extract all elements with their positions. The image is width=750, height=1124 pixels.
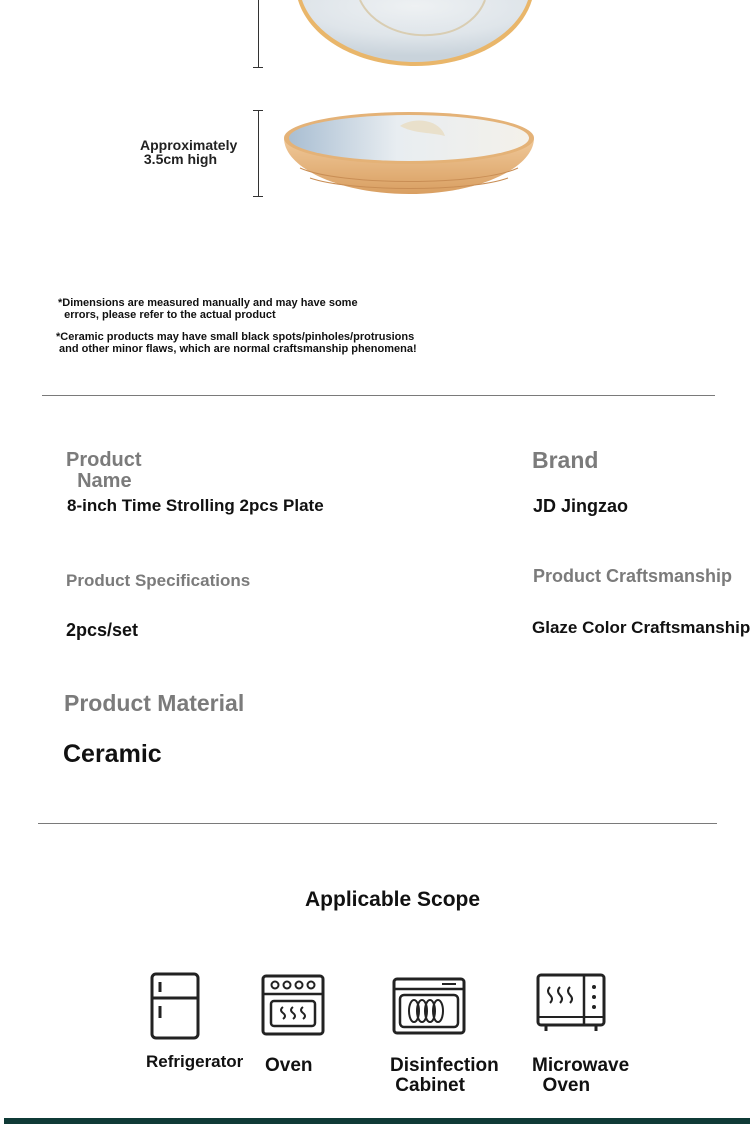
scope-label-refrigerator: Refrigerator [146,1052,244,1071]
flaw-note: *Ceramic products may have small black spots/pinholes/protrusions and other minor flaws, which are normal craftsmanship phenomena! [56,331,417,355]
scope-title: Applicable Scope [305,888,481,911]
dimension-note: *Dimensions are measured manually and may have some errors, please refer to the actual product [58,297,358,321]
craftsmanship-label: Product Craftsmanship [533,566,733,586]
material-label: Product Material [64,690,245,716]
dimension-line-top [258,0,259,68]
height-label: Approximately 3.5cm high [140,137,238,167]
divider [42,395,715,396]
dimension-tick [253,196,263,197]
scope-label-oven: Oven [265,1055,313,1076]
brand-label: Brand [532,447,599,473]
refrigerator-icon [150,972,200,1040]
divider [38,823,717,824]
microwave-oven-icon [536,973,606,1033]
product-name-label: Product Name [66,449,142,492]
dimension-line-height [258,110,259,197]
plate-top-view-image [290,0,540,72]
disinfection-cabinet-icon [392,977,466,1035]
oven-icon [261,974,325,1036]
specifications-value: 2pcs/set [66,620,139,640]
specifications-label: Product Specifications [66,571,251,590]
dimension-tick [253,67,263,68]
scope-label-microwave-oven: Microwave Oven [532,1055,630,1096]
product-name-value: 8-inch Time Strolling 2pcs Plate [67,496,324,515]
material-value: Ceramic [63,740,162,768]
brand-value: JD Jingzao [533,496,629,516]
scope-label-disinfection-cabinet: Disinfection Cabinet [390,1055,499,1096]
bottom-bar [4,1118,750,1124]
craftsmanship-value: Glaze Color Craftsmanship [532,618,750,637]
plate-side-view-image [280,108,538,200]
